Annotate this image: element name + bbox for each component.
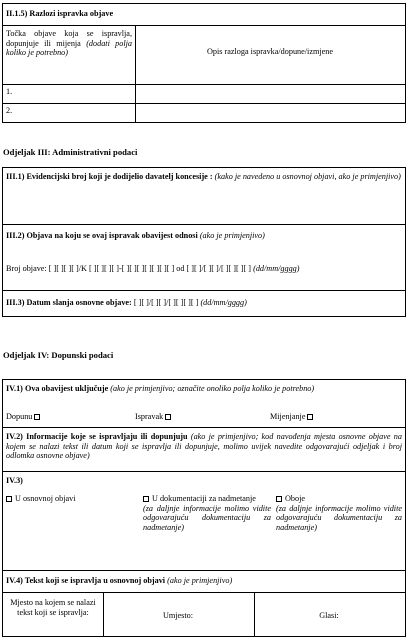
iv3-label: IV.3): [6, 476, 23, 485]
iv4-note: (ako je primjenjivo): [167, 576, 233, 585]
iv3-oboje-note: (za daljnje informacije molimo vidite odgovarajuću dokumentaciju za nadmetanje): [276, 503, 402, 533]
checkbox-icon[interactable]: [307, 414, 313, 420]
checkbox-icon[interactable]: [34, 414, 40, 420]
divider: [3, 290, 405, 291]
divider: [3, 592, 405, 593]
iv3-option-oboje-label: Oboje: [285, 494, 306, 503]
section-iii-heading: Odjeljak III: Administrativni podaci: [3, 147, 138, 157]
iii2-text: [6, 231, 265, 241]
reasons-row-1: 1.: [6, 87, 13, 96]
iii1-label: III.1) Evidencijski broj koji je dodijelio davatelj koncesije :: [6, 172, 213, 181]
divider: [3, 570, 405, 571]
iv3-dokumentacija-note: (za daljnje informacije molimo vidite odgovarajuću dokumentaciju za nadmetanje): [143, 503, 271, 533]
option-dopunu[interactable]: [6, 412, 40, 422]
reasons-col1-header: [6, 29, 132, 58]
divider: [3, 84, 405, 85]
notice-number-line: Broj objave: [ ][ ][ ][ ]/K [ ][ ][ ][ ]-[ ][ ][ ][ ][ ][ ][ ] od [ ][ ]/[ ][ ]/[ ][ ][ ][ ]: [6, 264, 252, 273]
checkbox-icon[interactable]: [143, 496, 149, 502]
text-table-col-instead: Umjesto:: [162, 611, 194, 620]
iii2-note: (ako je primjenjivo): [199, 231, 265, 240]
iii1-note: (kako je navedeno u osnovnoj objavi, ako je primjenjivo): [214, 172, 401, 181]
iv1-label: IV.1) Ova obavijest uključuje: [6, 384, 109, 393]
checkbox-icon[interactable]: [276, 496, 282, 502]
divider: [3, 103, 405, 104]
option-mijenjanje-label: Mijenjanje: [270, 412, 306, 421]
iv2-note: (ako je primjenjivo; kod navođenja mjesta osnovne objave na kojem se nalazi tekst ili datum koji se ispravlja ili dopunjuje, molimo uvijek navedite odgovarajući odjeljak i broj odlomka osnovne objave): [6, 432, 402, 461]
iv1-note: (ako je primjenjivo; označite onoliko polja koliko je potrebno): [110, 384, 315, 393]
admin-table: [2, 167, 406, 317]
iii3-date-field[interactable]: [6, 298, 247, 308]
option-ispravak[interactable]: [135, 412, 171, 422]
iv3-option-osnovna[interactable]: [6, 494, 76, 504]
date-format: (dd/mm/gggg): [200, 298, 247, 307]
iv1-text: [6, 384, 402, 394]
iv3-option-oboje[interactable]: [276, 494, 402, 533]
notice-number-field[interactable]: [6, 264, 299, 274]
col1-note: (dodati polja koliko je potrebno): [6, 38, 133, 58]
divider: [3, 427, 405, 428]
section-iv-heading: Odjeljak IV: Dopunski podaci: [3, 350, 114, 360]
iv4-text: [6, 576, 232, 586]
iv3-option-dokumentacija[interactable]: [143, 494, 271, 533]
divider: [3, 25, 405, 26]
checkbox-icon[interactable]: [165, 414, 171, 420]
checkbox-icon[interactable]: [6, 496, 12, 502]
iv2-label: IV.2) Informacije koje se ispravljaju ili dopunjuju: [6, 432, 188, 441]
iii2-label: III.2) Objava na koju se ovaj ispravak obavijest odnosi: [6, 231, 198, 240]
date-format: (dd/mm/gggg): [253, 264, 300, 273]
option-dopunu-label: Dopunu: [6, 412, 33, 421]
divider: [3, 471, 405, 472]
reasons-col2-header: Opis razloga ispravka/dopune/izmjene: [207, 47, 333, 56]
iv3-option-osnovna-label: U osnovnoj objavi: [15, 494, 76, 503]
iii3-line: [ ][ ]/[ ][ ]/[ ][ ][ ][ ]: [133, 298, 199, 307]
text-table-col-reads: Glasi:: [319, 611, 339, 620]
iii3-label: III.3) Datum slanja osnovne objave:: [6, 298, 132, 307]
text-table-col-location: Mjesto na kojem se nalazi tekst koji se ispravlja:: [10, 598, 96, 617]
option-ispravak-label: Ispravak: [135, 412, 164, 421]
reasons-table: [2, 3, 406, 123]
divider: [135, 25, 136, 122]
iv2-text: [6, 432, 402, 461]
iii1-text: [6, 172, 402, 182]
reasons-row-2: 2.: [6, 106, 13, 115]
col1-text: Točka objave koja se ispravlja, dopunjuje ili mijenja: [6, 29, 132, 48]
reasons-title: II.1.5) Razlozi ispravka objave: [6, 9, 114, 18]
iv4-label: IV.4) Tekst koji se ispravlja u osnovnoj objavi: [6, 576, 166, 585]
divider: [3, 224, 405, 225]
option-mijenjanje[interactable]: [270, 412, 313, 422]
iv3-option-dokumentacija-label: U dokumentaciji za nadmetanje: [152, 494, 256, 503]
